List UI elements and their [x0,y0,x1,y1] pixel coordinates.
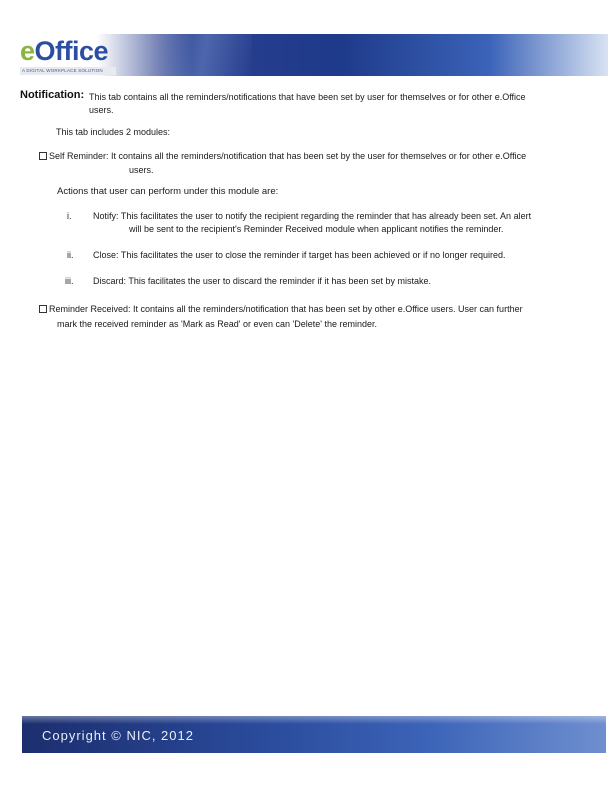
reminder-received-line1: Reminder Received: It contains all the reminders/notification that has been set by other e.Office users. User can further [49,304,523,314]
action-number: ii. [67,250,74,260]
action-text-line1: Notify: This facilitates the user to notify the recipient regarding the reminder that has already been set. An alert [93,211,532,221]
action-text-line1: Discard: This facilitates the user to discard the reminder if it has been set by mistake. [93,276,431,286]
notification-intro-line1: This tab contains all the reminders/notifications that have been set by user for themselves or for other e.Office [89,92,526,102]
logo-tagline: A DIGITAL WORKPLACE SOLUTION [20,67,116,75]
notification-intro-line2: users. [89,105,114,115]
bullet-box-icon [39,305,47,313]
page-header [14,34,608,76]
self-reminder-line1: Self Reminder: It contains all the reminders/notification that has been set by the user for themselves or for other e.Office [49,151,527,161]
notification-label: Notification: [20,89,85,101]
action-text-line1: Close: This facilitates the user to close the reminder if target has been achieved or if no longer required. [93,250,506,260]
action-number: i. [67,211,72,221]
modules-intro: This tab includes 2 modules: [56,127,171,137]
reminder-received-line2: mark the received reminder as 'Mark as Read' or even can 'Delete' the reminder. [57,319,378,329]
reminder-received-item [39,303,523,315]
page-footer [22,716,606,753]
eoffice-logo [20,36,116,76]
logo-office: Office [34,36,109,66]
action-text-line2: will be sent to the recipient's Reminder Received module when applicant notifies the reminder. [129,224,504,234]
logo-e: e [20,36,35,66]
actions-intro: Actions that user can perform under this module are: [57,186,279,197]
bullet-box-icon [39,152,47,160]
copyright-text: Copyright © NIC, 2012 [42,728,194,743]
self-reminder-item [39,150,526,162]
logo-wordmark [20,36,108,66]
self-reminder-line2: users. [129,165,154,175]
action-number: iii. [65,276,74,286]
